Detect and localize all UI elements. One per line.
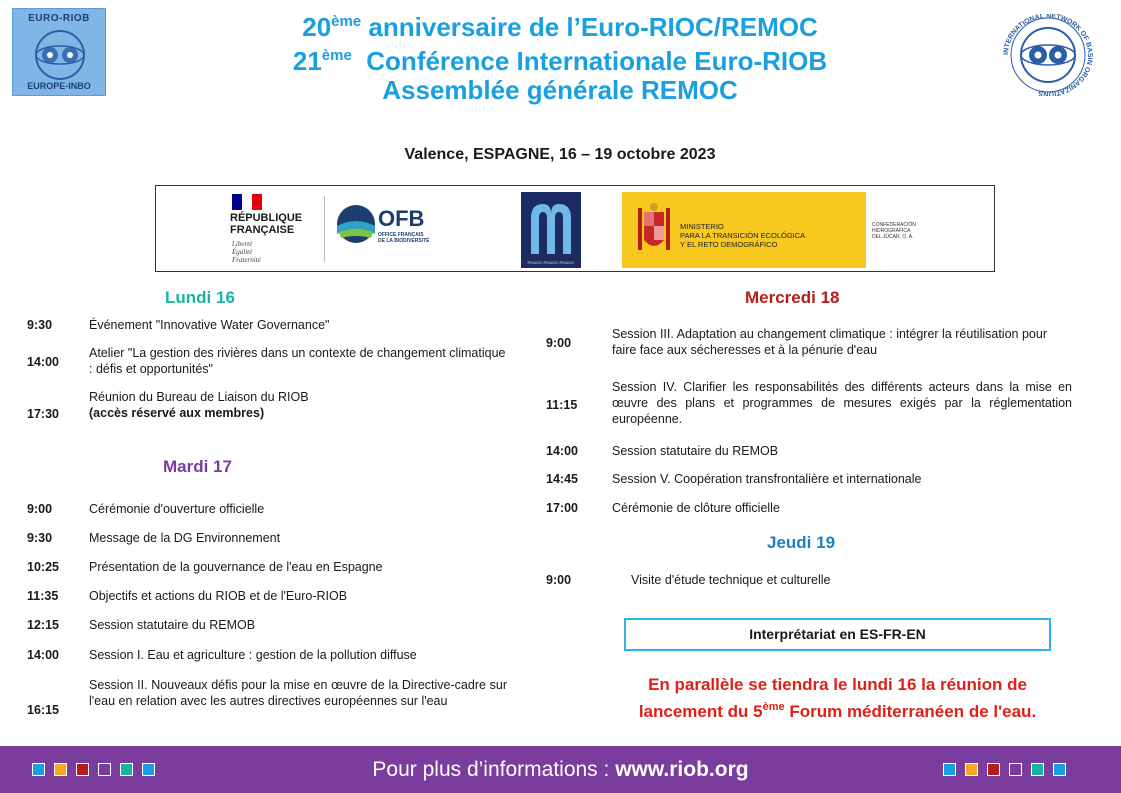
interpretation-box: Interprétariat en ES-FR-EN <box>624 618 1051 651</box>
schedule-time: 9:30 <box>27 318 53 332</box>
schedule-item: Session V. Coopération transfrontalière et internationale <box>612 472 922 486</box>
inbo-logo <box>994 14 1102 96</box>
footer-info: Pour plus d’informations : www.riob.org <box>372 758 749 781</box>
schedule-item: Session IV. Clarifier les responsabilités des différents acteurs dans la mise en œuvre des plans et programmes de mesures exigés par la réglementation européenne. <box>612 380 1072 426</box>
schedule-time: 11:15 <box>546 398 578 412</box>
inbo-ring-text: INTERNATIONAL NETWORK OF BASIN ORGANIZATIONS <box>1002 14 1094 96</box>
logo-divider <box>324 196 325 262</box>
square-icon <box>1009 763 1022 776</box>
partner-logos-box <box>155 185 995 272</box>
schedule-time: 14:45 <box>546 472 578 486</box>
confederacion-jucar-text: CONFEDERACIÓN HIDROGRÁFICA DEL JÚCAR, O. A. <box>872 222 916 240</box>
day-heading-mercredi: Mercredi 18 <box>745 288 840 307</box>
schedule-time: 9:00 <box>27 502 53 516</box>
svg-text:INTERNATIONAL NETWORK OF BASIN <box>1003 14 1093 96</box>
remoc-m-icon <box>527 200 575 256</box>
inbo-globe-icon <box>994 14 1102 96</box>
schedule-item: Présentation de la gouvernance de l'eau en Espagne <box>89 560 383 574</box>
republique-francaise-logo: RÉPUBLIQUE FRANÇAISE <box>230 212 303 236</box>
logo-left-top-text: EURO-RIOB <box>28 13 90 24</box>
schedule-item: Atelier "La gestion des rivières dans un contexte de changement climatique : défis et opportunités" <box>89 346 506 376</box>
ministerio-logo <box>622 192 866 268</box>
schedule-item: Cérémonie d'ouverture officielle <box>89 502 265 516</box>
parallel-event-note: En parallèle se tiendra le lundi 16 la réunion de lancement du 5ème Forum méditerranéen de l'eau. <box>638 675 1037 721</box>
schedule-time: 10:25 <box>27 560 59 574</box>
schedule-time: 17:00 <box>546 501 578 515</box>
french-republic-flag-icon <box>232 194 262 210</box>
ofb-mark-icon <box>336 204 376 244</box>
footer-squares-right <box>943 763 1066 776</box>
schedule-time: 16:15 <box>27 703 59 717</box>
logo-left-bottom-text: EUROPE-INBO <box>27 81 91 91</box>
day-heading-lundi: Lundi 16 <box>165 288 235 307</box>
remoc-logo <box>521 192 581 268</box>
schedule-time: 9:30 <box>27 531 53 545</box>
footer-url-link[interactable]: www.riob.org <box>615 758 749 781</box>
square-icon <box>987 763 1000 776</box>
riob-globe-icon <box>30 27 90 83</box>
ofb-subtitle: OFFICE FRANÇAIS DE LA BIODIVERSITÉ <box>378 232 430 244</box>
title-line-1: 20ème anniversaire de l’Euro-RIOC/REMOC <box>302 12 818 42</box>
square-icon <box>943 763 956 776</box>
title-line-3: Assemblée générale REMOC <box>382 75 738 105</box>
schedule-time: 9:00 <box>546 336 572 350</box>
day-heading-jeudi: Jeudi 19 <box>767 533 836 552</box>
schedule-time: 14:00 <box>546 444 578 458</box>
remoc-caption: REMOC REMOC REMOC <box>527 260 575 265</box>
schedule-item: Cérémonie de clôture officielle <box>612 501 780 515</box>
schedule-time: 11:35 <box>27 589 59 603</box>
square-icon <box>965 763 978 776</box>
schedule-item: Session statutaire du REMOB <box>612 444 779 458</box>
square-icon <box>1053 763 1066 776</box>
day-heading-mardi: Mardi 17 <box>163 457 232 476</box>
ofb-logo-text: OFB <box>378 206 425 231</box>
title-line-2: 21ème Conférence Internationale Euro-RIOB <box>292 46 828 76</box>
schedule-item: Session statutaire du REMOB <box>89 618 256 632</box>
schedule-item: Session I. Eau et agriculture : gestion de la pollution diffuse <box>89 648 417 662</box>
schedule-item: Événement "Innovative Water Governance" <box>89 318 330 332</box>
footer-bar <box>0 746 1121 793</box>
square-icon <box>1031 763 1044 776</box>
schedule-item: Réunion du Bureau de Liaison du RIOB (accès réservé aux membres) <box>89 390 309 420</box>
schedule-item: Message de la DG Environnement <box>89 531 281 545</box>
ministerio-text: MINISTERIO PARA LA TRANSICIÓN ECOLÓGICA Y EL RETO DEMOGRÁFICO <box>680 222 806 249</box>
republique-motto: Liberté Égalité Fraternité <box>232 240 261 264</box>
schedule-item: Visite d'étude technique et culturelle <box>631 573 831 587</box>
event-location-date: Valence, ESPAGNE, 16 – 19 octobre 2023 <box>404 146 716 163</box>
schedule-time: 14:00 <box>27 355 59 369</box>
schedule-time: 17:30 <box>27 407 59 421</box>
schedule-item: Session II. Nouveaux défis pour la mise en œuvre de la Directive-cadre sur l'eau en relation avec les autres directives européennes sur l'eau <box>89 678 507 708</box>
schedule-item: Session III. Adaptation au changement climatique : intégrer la réutilisation pour faire face aux sécheresses et à la pénurie d'eau <box>612 327 1047 357</box>
schedule-time: 9:00 <box>546 573 572 587</box>
schedule-item: Objectifs et actions du RIOB et de l'Euro-RIOB <box>89 589 348 603</box>
schedule-time: 14:00 <box>27 648 59 662</box>
euro-riob-logo <box>12 8 106 96</box>
spain-coat-of-arms-icon <box>636 202 672 258</box>
schedule-time: 12:15 <box>27 618 59 632</box>
